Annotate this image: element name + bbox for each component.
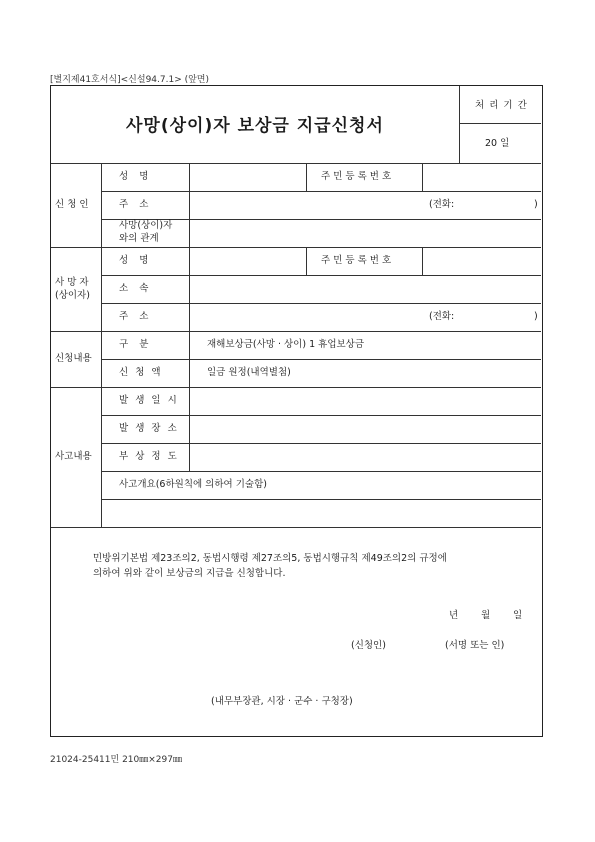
applicant-phone-open: (전화: — [429, 199, 455, 210]
row-divider — [101, 359, 541, 360]
row-divider — [101, 191, 541, 192]
request-section-label: 신청내용 — [55, 353, 92, 364]
col-divider — [189, 163, 190, 471]
request-type-value: 재해보상금(사망 · 상이) 1 휴업보상금 — [207, 339, 365, 350]
applicant-address-label: 주 소 — [119, 199, 153, 210]
form-title: 사망(상이)자 보상금 지급신청서 — [126, 116, 384, 136]
request-type-label: 구 분 — [119, 339, 153, 350]
applicant-name-label: 성 명 — [119, 171, 153, 182]
col-divider — [422, 163, 423, 191]
statement-line1: 민방위기본법 제23조의2, 동법시행령 제27조의5, 동법시행규칙 제49조의2의 규정에 — [93, 553, 447, 564]
col-divider — [459, 86, 460, 163]
col-divider — [306, 247, 307, 275]
deceased-phone-open: (전화: — [429, 311, 455, 322]
col-divider — [306, 163, 307, 191]
date-day: 일 — [513, 610, 523, 621]
row-divider — [51, 163, 541, 164]
row-divider — [101, 499, 541, 500]
deceased-name-label: 성 명 — [119, 255, 153, 266]
date-month: 월 — [481, 610, 491, 621]
applicant-rrn-label: 주 민 등 록 번 호 — [321, 171, 392, 182]
accident-date-label: 발 생 일 시 — [119, 395, 179, 406]
deceased-section-label-line2: (상이자) — [55, 290, 90, 301]
form-footer-code: 21024-25411민 210㎜×297㎜ — [50, 755, 182, 765]
statement-line2: 의하여 위와 같이 보상금의 지급을 신청합니다. — [93, 568, 286, 579]
accident-section-label: 사고내용 — [55, 451, 92, 462]
deceased-address-label: 주 소 — [119, 311, 153, 322]
request-amount-label: 신 청 액 — [119, 367, 163, 378]
accident-place-label: 발 생 장 소 — [119, 423, 179, 434]
application-form — [50, 85, 543, 737]
col-divider — [422, 247, 423, 275]
row-divider — [101, 471, 541, 472]
row-divider — [101, 303, 541, 304]
row-divider — [51, 527, 541, 528]
relation-label-line2: 와의 관계 — [119, 233, 159, 244]
injury-degree-label: 부 상 정 도 — [119, 451, 179, 462]
applicant-signature-label: (신청인) — [351, 640, 386, 651]
processing-period-label: 처 리 기 간 — [475, 100, 528, 111]
deceased-rrn-label: 주 민 등 록 번 호 — [321, 255, 392, 266]
deceased-phone-close: ) — [534, 311, 538, 322]
form-reference: [별지제41호서식]<신설94.7.1> (앞면) — [50, 75, 210, 85]
applicant-phone-close: ) — [534, 199, 538, 210]
col-divider — [101, 163, 102, 527]
row-divider — [51, 331, 541, 332]
applicant-section-label: 신 청 인 — [55, 199, 89, 210]
relation-label-line1: 사망(상이)자 — [119, 220, 173, 231]
deceased-section-label-line1: 사 망 자 — [55, 277, 89, 288]
row-divider — [51, 247, 541, 248]
request-amount-value: 일금 원정(내역별첨) — [207, 367, 291, 378]
row-divider — [101, 415, 541, 416]
date-year: 년 — [449, 610, 459, 621]
row-divider — [101, 443, 541, 444]
processing-period-days: 20 일 — [485, 138, 510, 149]
row-divider — [51, 387, 541, 388]
accident-summary-label: 사고개요(6하원칙에 의하여 기술함) — [119, 479, 267, 490]
affiliation-label: 소 속 — [119, 283, 153, 294]
addressee: (내무부장관, 시장 · 군수 · 구청장) — [211, 696, 353, 707]
row-divider — [101, 275, 541, 276]
signature-or-seal: (서명 또는 인) — [445, 640, 505, 651]
row-divider — [459, 123, 541, 124]
